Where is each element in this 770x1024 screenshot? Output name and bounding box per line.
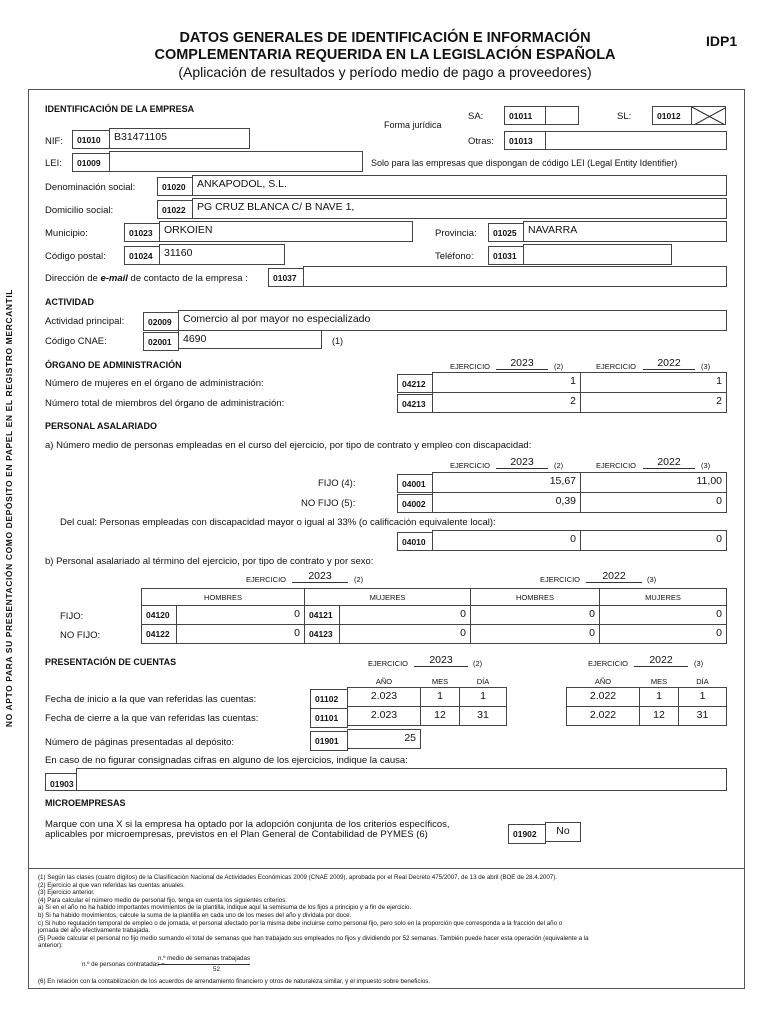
col-mes-2: MES xyxy=(650,677,668,686)
email-code: 01037 xyxy=(268,268,304,287)
table-b-col-hombres-2: HOMBRES xyxy=(516,593,554,602)
total-organo-code: 04213 xyxy=(397,394,433,413)
fecha-cierre-label: Fecha de cierre a la que van referidas las cuentas: xyxy=(45,713,259,724)
personal-b-note-2: (3) xyxy=(647,575,657,584)
email-label xyxy=(45,273,248,284)
section-organo: ÓRGANO DE ADMINISTRACIÓN xyxy=(45,360,182,370)
footnote-4b: b) Si ha habido movimientos, calcule la suma de la plantilla en cada uno de los meses del año y divídala por doce. xyxy=(38,912,352,919)
causa-code: 01903 xyxy=(45,773,77,791)
cnae-label: Código CNAE: xyxy=(45,336,107,347)
micro-field[interactable]: No xyxy=(545,822,581,842)
table-b-col-mujeres-1: MUJERES xyxy=(369,593,406,602)
page-title-line2: COMPLEMENTARIA REQUERIDA EN LA LEGISLACIÓN ESPAÑOLA xyxy=(154,47,616,63)
sl-label: SL: xyxy=(617,111,632,122)
micro-code: 01902 xyxy=(508,824,546,844)
sa-label: SA: xyxy=(468,111,484,122)
footnote-5-cont: anterior): xyxy=(38,942,63,950)
domicilio-field[interactable]: PG CRUZ BLANCA C/ B NAVE 1, xyxy=(192,198,727,219)
micro-text-line1: Marque con una X si la empresa ha optado por la adopción conjunta de los criterios específicos, xyxy=(45,819,450,830)
sl-checkbox[interactable] xyxy=(691,106,726,125)
col-dia-2: DÍA xyxy=(696,677,709,686)
causa-label: En caso de no figurar consignadas cifras en alguno de los ejercicios, indique la causa: xyxy=(45,755,408,766)
paginas-field[interactable]: 25 xyxy=(347,729,421,749)
lei-label: LEI: xyxy=(45,158,62,169)
nofijo-ej1[interactable]: 0,39 xyxy=(432,492,581,513)
fecha-inicio-anio-1[interactable]: 2.023 xyxy=(347,687,421,707)
table-b-row-fijo: FIJO: xyxy=(60,611,84,622)
domicilio-code: 01022 xyxy=(157,200,193,219)
nofijo-mujeres-ej2[interactable]: 0 xyxy=(599,624,727,644)
form-id: IDP1 xyxy=(706,33,738,49)
lei-code: 01009 xyxy=(72,153,110,172)
telefono-label: Teléfono: xyxy=(435,251,474,262)
actividad-principal-field[interactable]: Comercio al por mayor no especializado xyxy=(178,310,727,331)
personal-b-year-1: 2023 xyxy=(292,570,348,583)
footnote-1: (1) Según las clases (cuatro dígitos) de la Clasificación Nacional de Actividades Económicas 2009 (CNAE 2009), aprobada por el Real Decreto 475/2007, de 13 de abril (BOE de 28.4.2007). xyxy=(38,874,558,881)
fijo-ej1[interactable]: 15,67 xyxy=(432,472,581,493)
personal-a-label: a) Número medio de personas empleadas en el curso del ejercicio, por tipo de contrato y empleo con discapacidad: xyxy=(45,440,532,451)
discapacidad-label: Del cual: Personas empleadas con discapacidad mayor o igual al 33% (o calificación equivalente local): xyxy=(60,517,496,528)
cnae-note: (1) xyxy=(332,336,343,346)
fecha-inicio-label: Fecha de inicio a la que van referidas las cuentas: xyxy=(45,694,257,705)
discapacidad-ej1[interactable]: 0 xyxy=(432,530,581,551)
fecha-cierre-dia-2[interactable]: 31 xyxy=(678,706,727,726)
domicilio-label: Domicilio social: xyxy=(45,205,114,216)
cuentas-year-1: 2023 xyxy=(414,654,468,667)
table-b-col-hombres-1: HOMBRES xyxy=(204,593,242,602)
footnote-4: (4) Para calcular el número medio de personal fijo, tenga en cuenta los siguientes criterios: xyxy=(38,896,288,904)
formula-numerator: n.º medio de semanas trabajadas xyxy=(158,955,250,965)
forma-juridica-label: Forma jurídica xyxy=(384,120,442,130)
cnae-field[interactable]: 4690 xyxy=(178,330,322,349)
col-anio-2: AÑO xyxy=(594,677,612,686)
fecha-inicio-mes-2[interactable]: 1 xyxy=(639,687,679,707)
organo-note-1: (2) xyxy=(554,362,564,371)
sa-checkbox[interactable] xyxy=(545,106,579,125)
provincia-label: Provincia: xyxy=(435,228,477,239)
section-personal: PERSONAL ASALARIADO xyxy=(45,421,158,431)
footnote-4a: a) Si en el año no ha habido importantes movimientos de la plantilla, indique aquí la semisuma de los fijos a principio y a fin de ejercicio. xyxy=(38,904,412,912)
cp-code: 01024 xyxy=(124,246,160,265)
fecha-inicio-anio-2[interactable]: 2.022 xyxy=(566,687,640,707)
nofijo-hombres-ej2[interactable]: 0 xyxy=(470,624,600,644)
page-subtitle: (Aplicación de resultados y período medio de pago a proveedores) xyxy=(178,64,592,80)
organo-ejercicio-1: EJERCICIO xyxy=(450,362,491,371)
fecha-cierre-mes-1[interactable]: 12 xyxy=(420,706,460,726)
footnote-6: (6) En relación con la contabilización de los acuerdos de arrendamiento financiero y otros de naturaleza similar, y el impuesto sobre beneficios. xyxy=(38,978,431,985)
denominacion-field[interactable]: ANKAPODOL, S.L. xyxy=(192,175,727,196)
email-label-post: de contacto de la empresa : xyxy=(127,273,248,284)
footnote-3: (3) Ejercicio anterior. xyxy=(38,889,95,897)
denominacion-code: 01020 xyxy=(157,177,193,196)
personal-b-ejercicio-1: EJERCICIO xyxy=(246,575,287,584)
nif-code: 01010 xyxy=(72,130,110,149)
mujeres-organo-label: Número de mujeres en el órgano de administración: xyxy=(45,378,264,389)
table-b-col-mujeres-2: MUJERES xyxy=(645,593,681,602)
fijo-hombres-ej1[interactable]: 0 xyxy=(176,605,305,625)
personal-a-year-1: 2023 xyxy=(496,456,548,469)
fecha-cierre-mes-2[interactable]: 12 xyxy=(639,706,679,726)
cnae-code: 02001 xyxy=(143,332,179,351)
total-organo-ej1[interactable]: 2 xyxy=(432,392,581,413)
mujeres-organo-ej2[interactable]: 1 xyxy=(580,372,727,393)
cuentas-note-1: (2) xyxy=(473,659,483,668)
mujeres-organo-ej1[interactable]: 1 xyxy=(432,372,581,393)
provincia-code: 01025 xyxy=(488,223,524,242)
personal-b-year-2: 2022 xyxy=(586,570,642,583)
personal-a-ejercicio-2: EJERCICIO xyxy=(596,461,637,470)
fecha-cierre-anio-2[interactable]: 2.022 xyxy=(566,706,640,726)
nif-label: NIF: xyxy=(45,136,63,147)
personal-a-note-1: (2) xyxy=(554,461,564,470)
personal-a-note-2: (3) xyxy=(701,461,711,470)
municipio-field[interactable]: ORKOIEN xyxy=(159,221,413,242)
lei-note: Solo para las empresas que dispongan de código LEI (Legal Entity Identifier) xyxy=(371,158,678,168)
table-b-row-nofijo: NO FIJO: xyxy=(60,630,101,641)
personal-a-ejercicio-1: EJERCICIO xyxy=(450,461,491,470)
denominacion-label: Denominación social: xyxy=(45,182,136,193)
total-organo-ej2[interactable]: 2 xyxy=(580,392,727,413)
fecha-inicio-dia-2[interactable]: 1 xyxy=(678,687,727,707)
personal-b-label: b) Personal asalariado al término del ejercicio, por tipo de contrato y por sexo: xyxy=(45,556,374,567)
organo-note-2: (3) xyxy=(701,362,711,371)
micro-text-line2: aplicables por microempresas, previstos en el Plan General de Contabilidad de PYMES (6) xyxy=(45,829,428,840)
total-organo-label: Número total de miembros del órgano de administración: xyxy=(45,398,285,409)
fijo-ej2[interactable]: 11,00 xyxy=(580,472,727,493)
code-04123: 04123 xyxy=(304,624,340,644)
telefono-field[interactable] xyxy=(523,244,672,265)
code-04121: 04121 xyxy=(304,605,340,625)
organo-ejercicio-2: EJERCICIO xyxy=(596,362,637,371)
actividad-principal-label: Actividad principal: xyxy=(45,316,125,327)
personal-b-ejercicio-2: EJERCICIO xyxy=(540,575,581,584)
paginas-code: 01901 xyxy=(310,731,348,751)
fecha-inicio-mes-1[interactable]: 1 xyxy=(420,687,460,707)
fijo-hombres-ej2[interactable]: 0 xyxy=(470,605,600,625)
cp-label: Código postal: xyxy=(45,251,106,262)
municipio-code: 01023 xyxy=(124,223,160,242)
footnotes-divider xyxy=(28,868,745,869)
fecha-inicio-dia-1[interactable]: 1 xyxy=(459,687,507,707)
nofijo-hombres-ej1[interactable]: 0 xyxy=(176,624,305,644)
fijo-mujeres-ej2[interactable]: 0 xyxy=(599,605,727,625)
municipio-label: Municipio: xyxy=(45,228,88,239)
actividad-principal-code: 02009 xyxy=(143,312,179,331)
fecha-cierre-dia-1[interactable]: 31 xyxy=(459,706,507,726)
discapacidad-ej2[interactable]: 0 xyxy=(580,530,727,551)
formula-lhs: n.º de personas contratadas = xyxy=(82,961,165,968)
section-cuentas: PRESENTACIÓN DE CUENTAS xyxy=(45,657,177,667)
side-disclaimer: NO APTO PARA SU PRESENTACIÓN COMO DEPÓSITO EN PAPEL EN EL REGISTRO MERCANTIL xyxy=(4,288,14,728)
personal-a-year-2: 2022 xyxy=(643,456,695,469)
x-mark-icon xyxy=(692,107,726,125)
nofijo-label: NO FIJO (5): xyxy=(301,498,356,509)
cuentas-year-2: 2022 xyxy=(634,654,688,667)
otras-label: Otras: xyxy=(468,136,494,147)
nofijo-mujeres-ej1[interactable]: 0 xyxy=(339,624,471,644)
paginas-label: Número de páginas presentadas al depósito: xyxy=(45,737,235,748)
nif-field[interactable]: B31471105 xyxy=(109,128,250,149)
fijo-label: FIJO (4): xyxy=(318,478,356,489)
personal-b-note-1: (2) xyxy=(354,575,364,584)
provincia-field[interactable]: NAVARRA xyxy=(523,221,727,242)
formula-denominator: 52 xyxy=(213,966,220,973)
cuentas-ejercicio-1: EJERCICIO xyxy=(368,659,409,668)
organo-year-1: 2023 xyxy=(496,357,548,370)
footnote-4c: c) Si hubo regulación temporal de empleo o de jornada, el personal afectado por la misma debe incluirse como personal fijo, pero solo en la proporción que corresponda a la fracción del año o xyxy=(38,919,563,927)
fijo-mujeres-ej1[interactable]: 0 xyxy=(339,605,471,625)
nofijo-ej2[interactable]: 0 xyxy=(580,492,727,513)
code-04120: 04120 xyxy=(141,605,177,625)
otras-field[interactable] xyxy=(545,131,727,150)
causa-field[interactable] xyxy=(76,768,727,791)
code-04122: 04122 xyxy=(141,624,177,644)
col-anio-1: AÑO xyxy=(375,677,393,686)
lei-field[interactable] xyxy=(109,151,363,172)
telefono-code: 01031 xyxy=(488,246,524,265)
footnote-5: (5) Puede calcular el personal no fijo medio sumando el total de semanas que han trabajado sus empleados no fijos y dividiendo por 52 semanas. También puede hacer esta operación (equivalente a la xyxy=(38,934,589,942)
section-microempresas: MICROEMPRESAS xyxy=(45,798,126,808)
otras-code: 01013 xyxy=(504,131,546,150)
footnote-2: (2) Ejercicio al que van referidas las cuentas anuales. xyxy=(38,881,185,889)
fecha-inicio-code: 01102 xyxy=(310,689,348,709)
cuentas-note-2: (3) xyxy=(694,659,704,668)
fijo-code: 04001 xyxy=(397,474,433,493)
cuentas-ejercicio-2: EJERCICIO xyxy=(588,659,629,668)
page-title: DATOS GENERALES DE IDENTIFICACIÓN E INFORMACIÓN xyxy=(179,30,591,46)
nofijo-code: 04002 xyxy=(397,494,433,513)
col-mes-1: MES xyxy=(431,677,449,686)
fecha-cierre-anio-1[interactable]: 2.023 xyxy=(347,706,421,726)
organo-year-2: 2022 xyxy=(643,357,695,370)
fecha-cierre-code: 01101 xyxy=(310,708,348,728)
discapacidad-code: 04010 xyxy=(397,532,433,551)
section-actividad: ACTIVIDAD xyxy=(45,297,94,307)
cp-field[interactable]: 31160 xyxy=(159,244,285,265)
section-identificacion: IDENTIFICACIÓN DE LA EMPRESA xyxy=(45,104,195,114)
mujeres-organo-code: 04212 xyxy=(397,374,433,393)
email-field[interactable] xyxy=(303,266,727,287)
footnote-4c-cont: jornada del año efectivamente trabajada. xyxy=(38,927,151,935)
sl-code: 01012 xyxy=(652,106,692,125)
email-label-em: e-mail xyxy=(100,273,128,284)
sa-code: 01011 xyxy=(504,106,546,125)
email-label-pre: Dirección de xyxy=(45,273,101,284)
col-dia-1: DÍA xyxy=(476,677,490,686)
